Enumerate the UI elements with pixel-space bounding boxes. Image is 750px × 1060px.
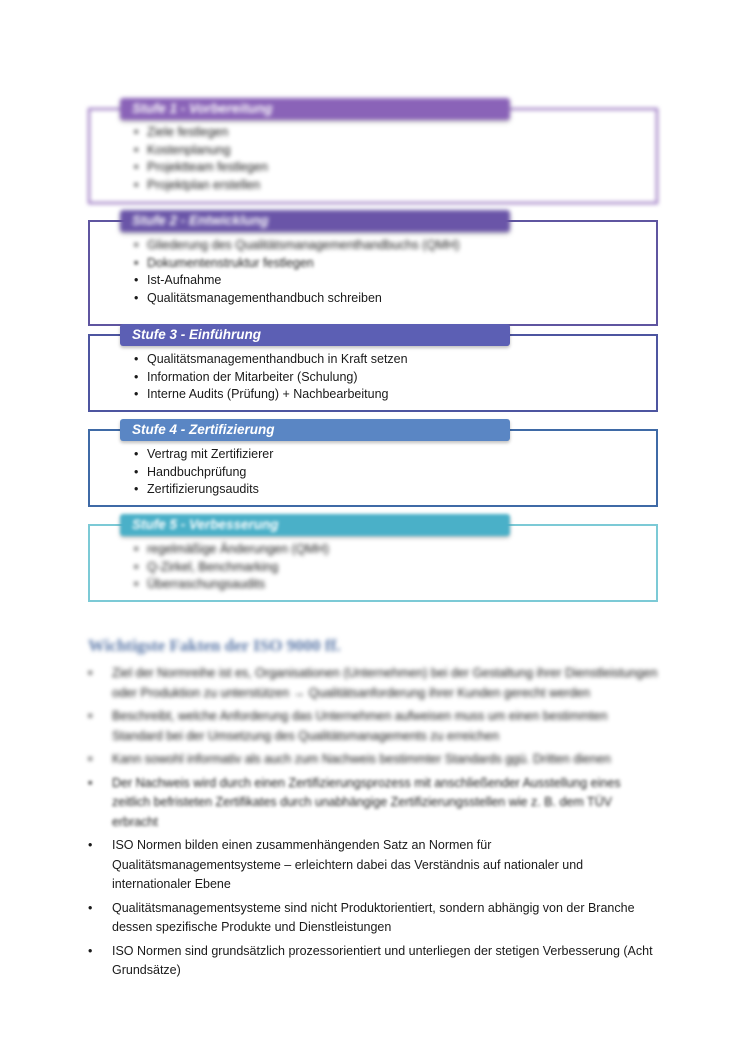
- list-item: • Der Nachweis wird durch einen Zertifizierungsprozess mit anschließender Ausstellung eines zeitlich befristeten Zertifikates durch unabhängige Zertifizierungsstellen wie z. B. dem TÜV erbracht: [88, 774, 658, 833]
- stage-3-header: Stufe 3 - Einführung: [120, 324, 510, 346]
- stage-1-header: Stufe 1 - Vorbereitung: [120, 98, 510, 120]
- list-item: • Beschreibt, welche Anforderung das Unternehmen aufweisen muss um einen bestimmten Standard bei der Umsetzung des Qualitätsmanagements zu erreichen: [88, 707, 658, 746]
- list-item: • regelmäßige Änderungen (QMH): [134, 541, 329, 559]
- list-item: • Interne Audits (Prüfung) + Nachbearbeitung: [134, 386, 408, 404]
- stage-2-header: Stufe 2 - Entwicklung: [120, 210, 510, 232]
- list-item: • Q-Zirkel, Benchmarking: [134, 559, 329, 577]
- list-item: • Überraschungsaudits: [134, 576, 329, 594]
- stage-4-list: [134, 446, 273, 499]
- list-item: • Zertifizierungsaudits: [134, 481, 273, 499]
- stage-2-list: [134, 237, 460, 307]
- list-item: • Projektplan erstellen: [134, 177, 268, 195]
- list-item: • Projektteam festlegen: [134, 159, 268, 177]
- stage-5-list: [134, 541, 329, 594]
- list-item: • Qualitätsmanagementhandbuch schreiben: [134, 290, 460, 308]
- stage-4-header: Stufe 4 - Zertifizierung: [120, 419, 510, 441]
- stage-3-list: [134, 351, 408, 404]
- list-item: • Dokumentenstruktur festlegen: [134, 255, 460, 273]
- list-item: • Information der Mitarbeiter (Schulung): [134, 369, 408, 387]
- stage-5-header: Stufe 5 - Verbesserung: [120, 514, 510, 536]
- facts-list: [88, 664, 658, 985]
- list-item: • Qualitätsmanagementhandbuch in Kraft setzen: [134, 351, 408, 369]
- list-item: • Qualitätsmanagementsysteme sind nicht Produktorientiert, sondern abhängig von der Branche dessen spezifische Produkte und Dienstleistungen: [88, 899, 658, 938]
- list-item: • Ist-Aufnahme: [134, 272, 460, 290]
- list-item: • Ziel der Normreihe ist es, Organisationen (Unternehmen) bei der Gestaltung ihrer Dienstleistungen oder Produktion zu unterstützen → Qualitätsanforderung ihrer Kunden gerecht werden: [88, 664, 658, 703]
- list-item: • Gliederung des Qualitätsmanagementhandbuchs (QMH): [134, 237, 460, 255]
- list-item: • Handbuchprüfung: [134, 464, 273, 482]
- list-item: • ISO Normen sind grundsätzlich prozessorientiert und unterliegen der stetigen Verbesserung (Acht Grundsätze): [88, 942, 658, 981]
- list-item: • Kostenplanung: [134, 142, 268, 160]
- stage-1-list: [134, 124, 268, 194]
- list-item: • ISO Normen bilden einen zusammenhängenden Satz an Normen für Qualitätsmanagementsysteme – erleichtern dabei das Verständnis auf nationaler und internationaler Ebene: [88, 836, 658, 895]
- list-item: • Ziele festlegen: [134, 124, 268, 142]
- list-item: • Vertrag mit Zertifizierer: [134, 446, 273, 464]
- section-title: Wichtigste Fakten der ISO 9000 ff.: [88, 636, 341, 655]
- list-item: • Kann sowohl informativ als auch zum Nachweis bestimmter Standards ggü. Dritten dienen: [88, 750, 658, 770]
